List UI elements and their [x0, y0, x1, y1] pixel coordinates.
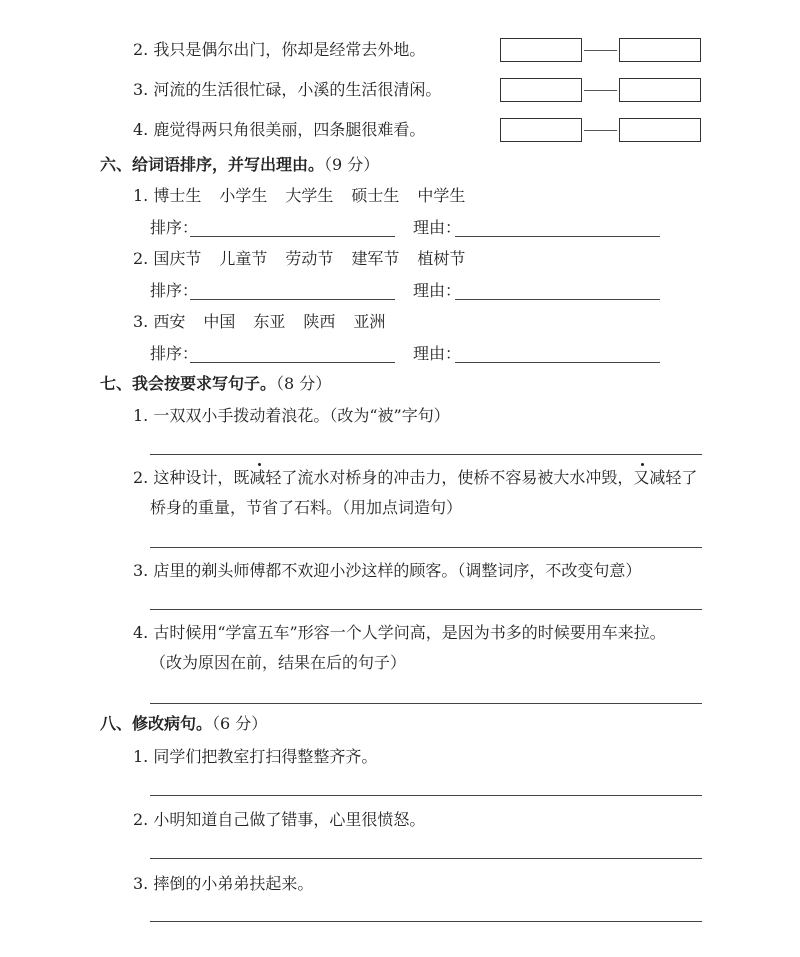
answer-line[interactable]	[150, 454, 702, 455]
section8-heading: 八、修改病句。（6 分）	[100, 714, 268, 733]
sort-label: 排序：	[150, 281, 199, 300]
s7-item-4-line2: （改为原因在前，结果在后的句子）	[150, 653, 407, 672]
reason-answer-line[interactable]	[455, 236, 660, 237]
answer-box-right[interactable]	[619, 78, 701, 102]
answer-line[interactable]	[150, 795, 702, 796]
s7-item-4: 4. 古时候用“学富五车”形容一个人学问高，是因为书多的时候要用车来拉。	[133, 623, 666, 642]
emphasis-dot	[258, 463, 261, 466]
s6-word-list: 3. 西安 中国 东亚 陕西 亚洲	[133, 312, 386, 331]
sort-answer-line[interactable]	[190, 299, 395, 300]
s8-item-1: 1. 同学们把教室打扫得整整齐齐。	[133, 747, 378, 766]
answer-box-right[interactable]	[619, 38, 701, 62]
s8-item-2: 2. 小明知道自己做了错事，心里很愤怒。	[133, 810, 426, 829]
reason-answer-line[interactable]	[455, 362, 660, 363]
answer-line[interactable]	[150, 547, 702, 548]
s6-word-list: 1. 博士生 小学生 大学生 硕士生 中学生	[133, 186, 466, 205]
connector-dash	[584, 90, 617, 91]
s7-item-3: 3. 店里的剃头师傅都不欢迎小沙这样的顾客。（调整词序，不改变句意）	[133, 561, 642, 580]
s6-word-list: 2. 国庆节 儿童节 劳动节 建军节 植树节	[133, 249, 466, 268]
answer-box-left[interactable]	[500, 118, 582, 142]
sort-label: 排序：	[150, 344, 199, 363]
connector-dash	[584, 50, 617, 51]
reason-label: 理由：	[413, 281, 462, 300]
answer-line[interactable]	[150, 609, 702, 610]
reason-label: 理由：	[413, 344, 462, 363]
emphasis-dot	[641, 463, 644, 466]
answer-box-left[interactable]	[500, 78, 582, 102]
sort-answer-line[interactable]	[190, 236, 395, 237]
s7-item-1: 1. 一双双小手拨动着浪花。（改为“被”字句）	[133, 406, 450, 425]
section6-heading: 六、给词语排序，并写出理由。（9 分）	[100, 155, 380, 174]
section7-heading: 七、我会按要求写句子。（8 分）	[100, 374, 332, 393]
s7-item-2-line2: 桥身的重量，节省了石料。（用加点词造句）	[150, 498, 463, 517]
s5-item-3: 3. 河流的生活很忙碌，小溪的生活很清闲。	[133, 80, 442, 99]
answer-line[interactable]	[150, 703, 702, 704]
answer-box-right[interactable]	[619, 118, 701, 142]
sort-label: 排序：	[150, 218, 199, 237]
connector-dash	[584, 130, 617, 131]
answer-line[interactable]	[150, 921, 702, 922]
answer-line[interactable]	[150, 858, 702, 859]
s5-item-2: 2. 我只是偶尔出门，你却是经常去外地。	[133, 40, 426, 59]
answer-box-left[interactable]	[500, 38, 582, 62]
sort-answer-line[interactable]	[190, 362, 395, 363]
s8-item-3: 3. 摔倒的小弟弟扶起来。	[133, 874, 314, 893]
s7-item-2: 2. 这种设计，既减轻了流水对桥身的冲击力，使桥不容易被大水冲毁，又减轻了	[133, 468, 698, 487]
reason-answer-line[interactable]	[455, 299, 660, 300]
reason-label: 理由：	[413, 218, 462, 237]
s5-item-4: 4. 鹿觉得两只角很美丽，四条腿很难看。	[133, 120, 426, 139]
